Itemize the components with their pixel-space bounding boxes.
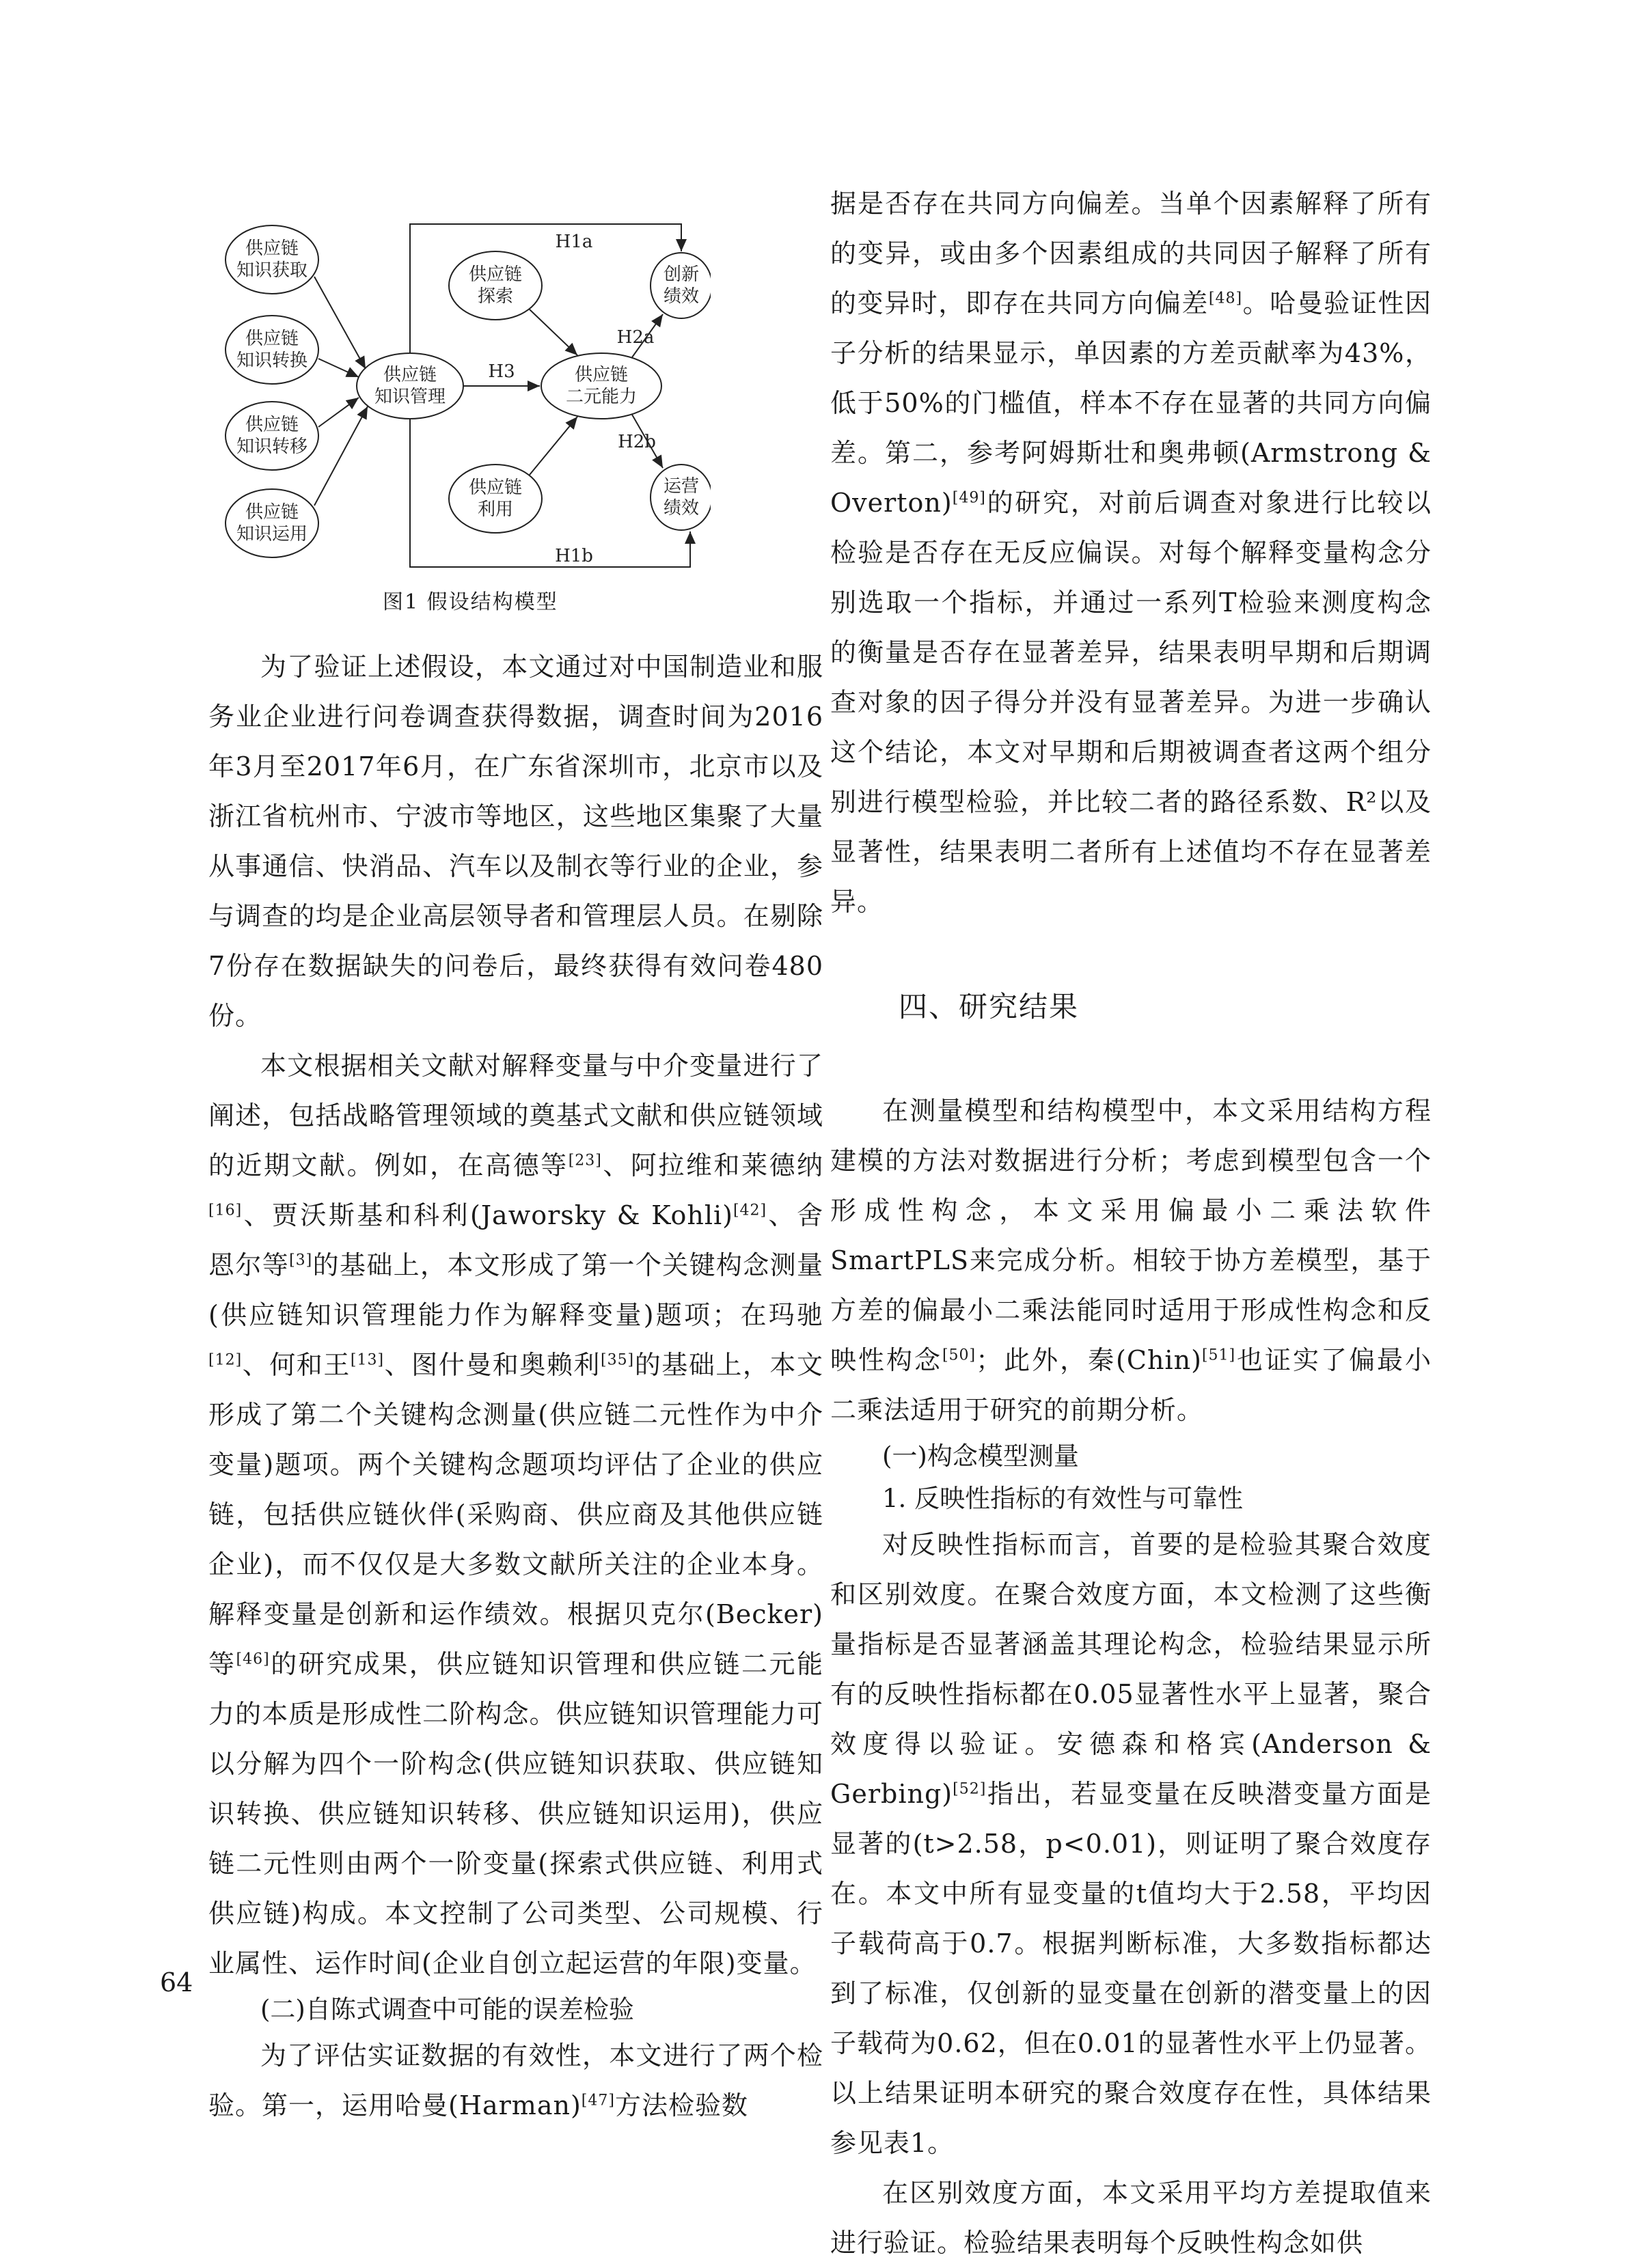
citation: [16] xyxy=(208,1202,243,1219)
node-ambi-l2: 二元能力 xyxy=(565,387,638,407)
node-innov-l2: 绩效 xyxy=(663,286,700,307)
right-column xyxy=(830,179,1432,2268)
node-transfer-l2: 知识转移 xyxy=(236,437,308,457)
node-oper xyxy=(651,465,711,530)
hypothesis-model-diagram xyxy=(219,219,711,574)
node-acquire xyxy=(225,225,318,294)
citation: [23] xyxy=(568,1152,602,1170)
right-paragraph-1: 据是否存在共同方向偏差。当单个因素解释了所有的变异，或由多个因素组成的共同因子解释了所有的变异时，即存在共同方向偏差[48]。哈曼验证性因子分析的结果显示，单因素的方差贡献率为43%，低于50%的门槛值，样本不存在显著的共同方向偏差。第二，参考阿姆斯壮和奥弗顿(Armstrong & Overton)[49]的研究，对前后调查对象进行比较以检验是否存在无反应偏误。对每个解释变量构念分别选取一个指标，并通过一系列T检验来测度构念的衡量是否存在显著差异，结果表明早期和后期调查对象的因子得分并没有显著差异。为进一步确认这个结论，本文对早期和后期被调查者这两个组分别进行模型检验，并比较二者的路径系数、R²以及显著性，结果表明二者所有上述值均不存在显著差异。 xyxy=(830,189,1432,917)
citation: [12] xyxy=(208,1351,243,1369)
node-exploit-l2: 利用 xyxy=(477,499,514,520)
node-acquire-l2: 知识获取 xyxy=(236,260,308,281)
left-paragraph-1: 为了验证上述假设，本文通过对中国制造业和服务业企业进行问卷调查获得数据，调查时间为2016年3月至2017年6月，在广东省深圳市，北京市以及浙江省杭州市、宁波市等地区，这些地区集聚了大量从事通信、快消品、汽车以及制衣等行业的企业，参与调查的均是企业高层领导者和管理层人员。在剔除7份存在数据缺失的问卷后，最终获得有效问卷480份。 xyxy=(208,652,823,1031)
left-column xyxy=(208,642,823,2131)
node-transfer-l1: 供应链 xyxy=(245,415,299,435)
node-explore-l2: 探索 xyxy=(477,286,514,307)
node-apply-l1: 供应链 xyxy=(245,502,299,523)
citation: [46] xyxy=(236,1650,270,1668)
node-innov-l1: 创新 xyxy=(663,264,700,285)
node-explore-l1: 供应链 xyxy=(468,264,523,285)
citation: [50] xyxy=(942,1346,976,1364)
subsection-heading-b: 1. 反映性指标的有效性与可靠性 xyxy=(882,1484,1244,1513)
node-kmgmt xyxy=(357,353,463,419)
right-paragraph-2: 在测量模型和结构模型中，本文采用结构方程建模的方法对数据进行分析；考虑到模型包含一个形成性构念，本文采用偏最小二乘法软件SmartPLS来完成分析。相较于协方差模型，基于方差的偏最小二乘法能同时适用于形成性构念和反映性构念[50]；此外，秦(Chin)[51]也证实了偏最小二乘法适用于研究的前期分析。 xyxy=(830,1096,1432,1425)
node-kmgmt-l1: 供应链 xyxy=(383,365,437,385)
figure-caption: 图1 假设结构模型 xyxy=(383,590,558,614)
node-explore xyxy=(449,251,542,320)
path-label-h3: H3 xyxy=(488,361,515,382)
path-label-h1b: H1b xyxy=(555,546,593,566)
node-kmgmt-l2: 知识管理 xyxy=(374,387,446,407)
section-title-results: 四、研究结果 xyxy=(899,990,1080,1023)
node-oper-l2: 绩效 xyxy=(663,498,700,518)
citation: [13] xyxy=(350,1351,385,1369)
left-paragraph-3: 为了评估实证数据的有效性，本文进行了两个检验。第一，运用哈曼(Harman)[47]方法检验数 xyxy=(208,2041,823,2120)
path-label-h2a: H2a xyxy=(616,327,655,348)
node-ambi-l1: 供应链 xyxy=(574,365,629,385)
page-number: 64 xyxy=(160,1967,193,1997)
left-paragraph-2: 本文根据相关文献对解释变量与中介变量进行了阐述，包括战略管理领域的奠基式文献和供应链领域的近期文献。例如，在高德等[23]、阿拉维和莱德纳[16]、贾沃斯基和科利(Jaworsky & Kohli)[42]、舍恩尔等[3]的基础上，本文形成了第一个关键构念测量(供应链知识管理能力作为解释变量)题项；在玛驰[12]、何和王[13]、图什曼和奥赖利[35]的基础上，本文形成了第二个关键构念测量(供应链二元性作为中介变量)题项。两个关键构念题项均评估了企业的供应链，包括供应链伙伴(采购商、供应商及其他供应链企业)，而不仅仅是大多数文献所关注的企业本身。解释变量是创新和运作绩效。根据贝克尔(Becker)等[46]的研究成果，供应链知识管理和供应链二元能力的本质是形成性二阶构念。供应链知识管理能力可以分解为四个一阶构念(供应链知识获取、供应链知识转换、供应链知识转移、供应链知识运用)，供应链二元性则由两个一阶变量(探索式供应链、利用式供应链)构成。本文控制了公司类型、公司规模、行业属性、运作时间(企业自创立起运营的年限)变量。 xyxy=(208,1051,823,1978)
node-exploit xyxy=(449,465,542,533)
path-label-h2b: H2b xyxy=(618,432,656,452)
citation: [51] xyxy=(1201,1346,1236,1364)
citation: [49] xyxy=(952,489,986,507)
node-innov xyxy=(651,253,711,318)
node-apply-l2: 知识运用 xyxy=(236,524,308,544)
citation: [3] xyxy=(289,1251,313,1269)
right-paragraph-4: 在区别效度方面，本文采用平均方差提取值来进行验证。检验结果表明每个反映性构念如供 xyxy=(830,2178,1432,2258)
subsection-heading-a: (一)构念模型测量 xyxy=(882,1441,1079,1471)
section-heading-2: (二)自陈式调查中可能的误差检验 xyxy=(260,1995,634,2024)
citation: [42] xyxy=(733,1202,767,1219)
citation: [52] xyxy=(953,1780,987,1798)
node-convert xyxy=(225,316,318,384)
node-exploit-l1: 供应链 xyxy=(468,478,523,498)
node-convert-l1: 供应链 xyxy=(245,329,299,349)
citation: [48] xyxy=(1208,290,1243,307)
citation: [47] xyxy=(581,2092,615,2110)
node-ambi xyxy=(541,353,661,419)
node-oper-l1: 运营 xyxy=(663,476,700,497)
right-paragraph-3: 对反映性指标而言，首要的是检验其聚合效度和区别效度。在聚合效度方面，本文检测了这些衡量指标是否显著涵盖其理论构念，检验结果显示所有的反映性指标都在0.05显著性水平上显著，聚合效度得以验证。安德森和格宾(Anderson & Gerbing)[52]指出，若显变量在反映潜变量方面是显著的(t>2.58，p<0.01)，则证明了聚合效度存在。本文中所有显变量的t值均大于2.58，平均因子载荷高于0.7。根据判断标准，大多数指标都达到了标准，仅创新的显变量在创新的潜变量上的因子载荷为0.62，但在0.01的显著性水平上仍显著。以上结果证明本研究的聚合效度存在性，具体结果参见表1。 xyxy=(830,1530,1432,2158)
node-apply xyxy=(225,489,318,557)
node-convert-l2: 知识转换 xyxy=(236,350,308,371)
node-acquire-l1: 供应链 xyxy=(245,238,299,259)
path-label-h1a: H1a xyxy=(555,232,593,252)
node-transfer xyxy=(225,402,318,470)
citation: [35] xyxy=(600,1351,635,1369)
